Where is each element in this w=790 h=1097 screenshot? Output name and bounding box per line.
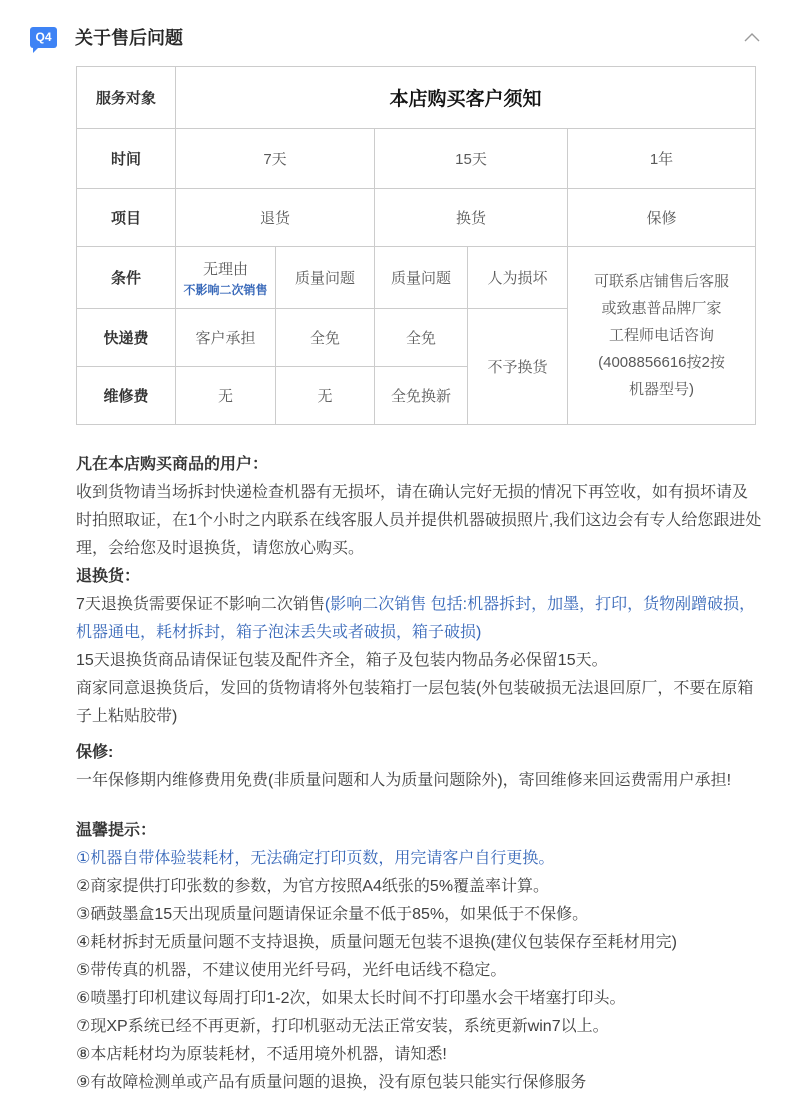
faq-header <box>0 0 790 66</box>
notice-paragraph: 收到货物请当场拆封快递检查机器有无损坏，请在确认完好无损的情况下再笠收，如有损坏请及时拍照取证，在1个小时之内联系在线客服人员并提供机器破损照片,我们这边会有专人给您跟进处理，会给您及时退换货，请您放心购买。 <box>76 484 762 557</box>
repair-none-a-cell: 无 <box>176 367 276 425</box>
contact-line: 机器型号) <box>629 381 694 398</box>
service-policy-table <box>76 66 756 425</box>
returns-line-1 <box>76 591 762 647</box>
returns-line1-plain: 7天退换货需要保证不影响二次销售 <box>76 596 325 613</box>
repair-fee-label: 维修费 <box>77 367 176 425</box>
contact-line: 或致惠普品牌厂家 <box>601 300 722 317</box>
time-label: 时间 <box>77 129 176 189</box>
tip-item: ⑧本店耗材均为原装耗材，不适用境外机器，请知悉! <box>76 1046 447 1063</box>
shipping-free-b-cell: 全免 <box>375 309 468 367</box>
no-reason-note: 不影响二次销售 <box>183 282 268 297</box>
contact-line: 工程师电话咨询 <box>608 327 714 344</box>
condition-label: 条件 <box>77 247 176 309</box>
warranty-paragraph: 一年保修期内维修费用免费(非质量问题和人为质量问题除外)，寄回维修来回运费需用户承担! <box>76 772 732 789</box>
warranty-block <box>76 739 762 795</box>
repair-free-new-cell: 全免换新 <box>375 367 468 425</box>
warranty-heading: 保修: <box>76 744 114 761</box>
store-notice-cell: 本店购买客户须知 <box>176 67 756 129</box>
item-returns-cell: 退货 <box>176 189 375 247</box>
faq-title: 关于售后问题 <box>75 28 183 48</box>
collapse-button[interactable] <box>740 26 764 49</box>
repair-none-b-cell: 无 <box>276 367 375 425</box>
tip-item: ①机器自带体验装耗材，无法确定打印页数，用完请客户自行更换。 <box>76 850 555 867</box>
condition-quality-a-cell: 质量问题 <box>276 247 375 309</box>
no-exchange-cell: 不予换货 <box>468 309 568 425</box>
tip-item: ⑨有故障检测单或产品有质量问题的退换，没有原包装只能实行保修服务 <box>76 1074 587 1091</box>
tip-item: ⑥喷墨打印机建议每周打印1-2次，如果太长时间不打印墨水会干堵塞打印头。 <box>76 990 626 1007</box>
returns-line-2: 15天退换货商品请保证包装及配件齐全，箱子及包装内物品务必保留15天。 <box>76 652 608 669</box>
shipping-free-a-cell: 全免 <box>276 309 375 367</box>
returns-line1-blue: (影响二次销售 包括:机器拆封，加墨，打印，货物剐蹭破损，机器通电，耗材拆封，箱子泡沫丢失或者破损，箱子破损) <box>76 596 756 641</box>
tips-block <box>76 817 762 1097</box>
condition-human-damage-cell: 人为损坏 <box>468 247 568 309</box>
tip-item: ④耗材拆封无质量问题不支持退换，质量问题无包装不退换(建仪包装保存至耗材用完) <box>76 934 678 951</box>
tip-item: ②商家提供打印张数的参数，为官方按照A4纸张的5%覆盖率计算。 <box>76 878 550 895</box>
time-warranty-cell: 1年 <box>568 129 756 189</box>
contact-line: 可联系店铺售后客服 <box>593 273 729 290</box>
shipping-customer-cell: 客户承担 <box>176 309 276 367</box>
table-row-condition <box>77 247 756 309</box>
item-warranty-cell: 保修 <box>568 189 756 247</box>
no-reason-text: 无理由 <box>202 260 248 278</box>
q4-badge: Q4 <box>30 27 57 48</box>
warranty-contact-cell <box>568 247 756 425</box>
tip-item: ⑤带传真的机器，不建议使用光纤号码，光纤电话线不稳定。 <box>76 962 507 979</box>
contact-line: (4008856616按2按 <box>598 354 725 371</box>
after-sales-text <box>76 451 762 1097</box>
shipping-fee-label: 快递费 <box>77 309 176 367</box>
time-returns-cell: 7天 <box>176 129 375 189</box>
table-row-service-target <box>77 67 756 129</box>
returns-line-3: 商家同意退换货后，发回的货物请将外包装箱打一层包装(外包装破损无法退回原厂，不要在原箱子上粘贴胶带) <box>76 680 754 725</box>
chevron-up-icon <box>744 30 760 45</box>
returns-heading: 退换货： <box>76 568 141 585</box>
table-row-item <box>77 189 756 247</box>
notice-heading: 凡在本店购买商品的用户： <box>76 456 269 473</box>
service-target-label: 服务对象 <box>77 67 176 129</box>
tip-item: ⑦现XP系统已经不再更新，打印机驱动无法正常安装，系统更新win7以上。 <box>76 1018 609 1035</box>
condition-no-reason-cell <box>176 247 276 309</box>
tips-heading: 温馨提示： <box>76 822 157 839</box>
condition-quality-b-cell: 质量问题 <box>375 247 468 309</box>
tip-item: ③硒鼓墨盒15天出现质量问题请保证余量不低于85%，如果低于不保修。 <box>76 906 589 923</box>
item-label: 项目 <box>77 189 176 247</box>
time-exchange-cell: 15天 <box>375 129 568 189</box>
table-row-time <box>77 129 756 189</box>
item-exchange-cell: 换货 <box>375 189 568 247</box>
